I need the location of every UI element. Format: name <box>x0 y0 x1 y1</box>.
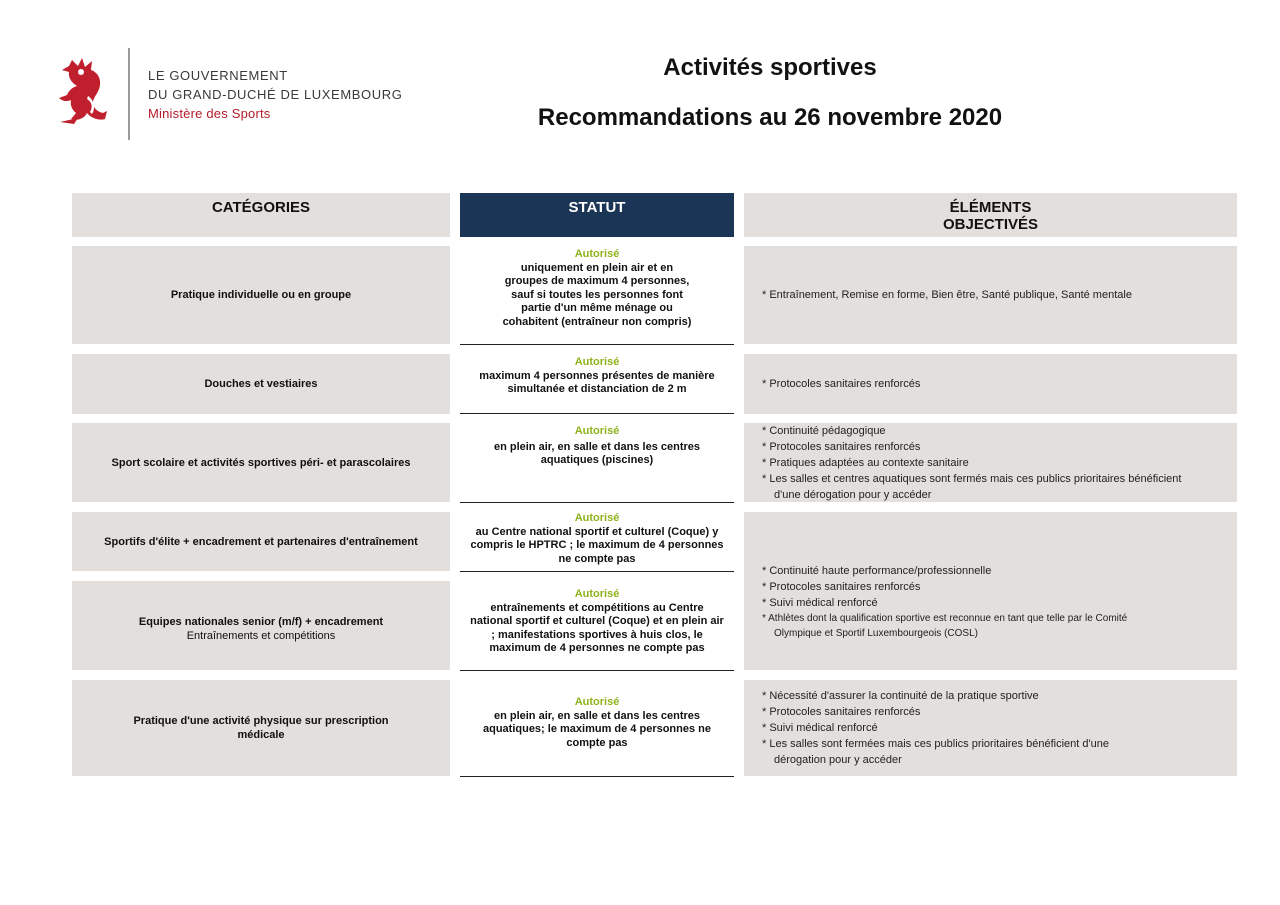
status-cell <box>460 696 734 777</box>
elements-cell <box>744 354 1237 414</box>
ministry-name: Ministère des Sports <box>148 106 271 121</box>
element-item: * Pratiques adaptées au contexte sanitaire <box>762 455 1237 471</box>
category-cell: Pratique d'une activité physique sur prescription médicale <box>72 680 450 776</box>
header-status: STATUT <box>460 193 734 237</box>
header-elements-line2: OBJECTIVÉS <box>942 216 1039 233</box>
status-cell <box>460 356 734 414</box>
element-item: * Continuité pédagogique <box>762 423 1237 439</box>
page-subtitle: Recommandations au 26 novembre 2020 <box>537 104 1003 131</box>
element-item: * Protocoles sanitaires renforcés <box>762 579 1237 595</box>
status-text: au Centre national sportif et culturel (Coque) y compris le HPTRC ; le maximum de 4 personnes ne compte pas <box>470 525 724 565</box>
element-item: * Athlètes dont la qualification sportive est reconnue en tant que telle par le Comité Olympique et Sportif Luxembourgeois (COSL) <box>762 611 1237 641</box>
element-item: * Continuité haute performance/professionnelle <box>762 563 1237 579</box>
status-label: Autorisé <box>574 356 620 368</box>
category-subtitle: Entraînements et compétitions <box>186 630 336 642</box>
status-label: Autorisé <box>574 512 620 524</box>
status-text: uniquement en plein air et en groupes de maximum 4 personnes, sauf si toutes les personnes font partie d'un même ménage ou cohabitent (entraîneur non compris) <box>502 261 692 328</box>
element-item: * Suivi médical renforcé <box>762 720 1237 736</box>
status-label: Autorisé <box>574 248 620 260</box>
elements-cell <box>744 680 1237 776</box>
category-cell <box>72 581 450 670</box>
status-label: Autorisé <box>574 588 620 600</box>
header-elements-line1: ÉLÉMENTS <box>949 199 1032 216</box>
status-cell <box>460 512 734 572</box>
element-item: * Entraînement, Remise en forme, Bien être, Santé publique, Santé mentale <box>762 287 1237 303</box>
category-cell: Sport scolaire et activités sportives péri- et parascolaires <box>72 423 450 502</box>
government-name <box>148 66 402 123</box>
org-line-2: DU GRAND-DUCHÉ DE LUXEMBOURG <box>148 87 403 102</box>
elements-cell-elite <box>744 512 1237 670</box>
page-title: Activités sportives <box>663 54 877 81</box>
element-item: * Nécessité d'assurer la continuité de la pratique sportive <box>762 688 1237 704</box>
elements-cell <box>744 246 1237 344</box>
status-label: Autorisé <box>574 696 620 708</box>
status-label: Autorisé <box>574 425 620 437</box>
status-cell <box>460 248 734 345</box>
element-item: * Protocoles sanitaires renforcés <box>762 704 1237 720</box>
status-text: en plein air, en salle et dans les centres aquatiques (piscines) <box>493 440 701 466</box>
elements-cell <box>744 423 1237 502</box>
category-cell: Pratique individuelle ou en groupe <box>72 246 450 344</box>
status-cell <box>460 425 734 503</box>
category-cell: Sportifs d'élite + encadrement et partenaires d'entraînement <box>72 512 450 571</box>
category-title: Equipes nationales senior (m/f) + encadrement <box>138 616 384 628</box>
element-item: * Protocoles sanitaires renforcés <box>762 439 1237 455</box>
element-item: * Protocoles sanitaires renforcés <box>762 376 1237 392</box>
status-text: entraînements et compétitions au Centre national sportif et culturel (Coque) et en plein air ; manifestations sportives à huis clos, le maximum de 4 personnes ne compte pas <box>470 601 724 654</box>
status-cell <box>460 588 734 671</box>
luxembourg-lion-logo <box>52 56 114 132</box>
category-cell: Douches et vestiaires <box>72 354 450 414</box>
element-item: * Suivi médical renforcé <box>762 595 1237 611</box>
header-categories: CATÉGORIES <box>72 193 450 237</box>
org-line-1: LE GOUVERNEMENT <box>148 68 288 83</box>
status-text: maximum 4 personnes présentes de manière simultanée et distanciation de 2 m <box>479 369 715 395</box>
element-item: * Les salles et centres aquatiques sont fermés mais ces publics prioritaires bénéficient d'une dérogation pour y accéder <box>762 471 1237 503</box>
header-elements <box>744 193 1237 237</box>
status-text: en plein air, en salle et dans les centres aquatiques; le maximum de 4 personnes ne compte pas <box>482 709 711 749</box>
logo-divider <box>128 48 130 140</box>
element-item: * Les salles sont fermées mais ces publics prioritaires bénéficient d'une dérogation pour y accéder <box>762 736 1237 768</box>
